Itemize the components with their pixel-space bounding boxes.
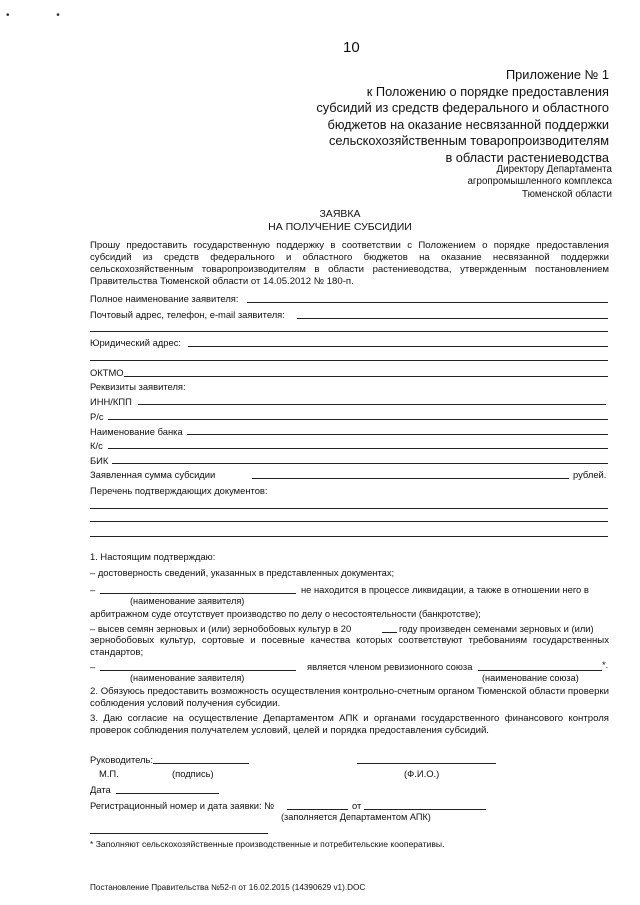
oktmo-line[interactable] — [124, 376, 608, 377]
year-line[interactable] — [382, 632, 397, 633]
head-label: Руководитель: — [90, 754, 154, 765]
bank-line[interactable] — [187, 434, 608, 435]
paragraph-2: 2. Обязуюсь предоставить возможность осуществления контрольно-счетным органом Тюменской области проверки соблюдения условий получения субсидии. — [90, 686, 609, 709]
union-caption: (наименование союза) — [482, 673, 579, 683]
postal-label: Почтовый адрес, телефон, e-mail заявителя: — [90, 309, 285, 320]
documents-line-2[interactable] — [90, 521, 608, 522]
confirm-item-2: не находится в процессе ликвидации, а также в отношении него в — [301, 584, 589, 595]
confirm-item-1: – достоверность сведений, указанных в представленных документах; — [90, 567, 395, 578]
postal-line[interactable] — [297, 318, 608, 319]
addressee-block — [467, 164, 612, 201]
oktmo-label: ОКТМО — [90, 367, 124, 378]
filled-by-caption: (заполняется Департаментом АПК) — [281, 812, 431, 822]
fio-caption: (Ф.И.О.) — [404, 768, 440, 779]
appendix-line: бюджетов на оказание несвязанной поддержки — [327, 116, 609, 132]
mp-label: М.П. — [99, 768, 119, 779]
documents-line-1[interactable] — [90, 508, 608, 509]
inn-line[interactable] — [138, 404, 606, 405]
scan-marks: • • — [6, 10, 82, 21]
paragraph-3: 3. Даю согласие на осуществление Департаментом АПК и органами государственного финансового контроля проверок соблюдения получателем условий, целей и порядка предоставления субсидий. — [90, 713, 609, 736]
intro-paragraph: Прошу предоставить государственную поддержку в соответствии с Положением о порядке предоставления субсидий из средств федерального и областного бюджетов на оказание несвязанной поддержки сельскохозяйственным товаропроизводителям в области растениеводства, утвержденным постановлением Правительства Тюменской области от 14.05.2012 № 180-п. — [90, 240, 609, 287]
footer-filename: Постановление Правительства №52-п от 16.02.2015 (14390629 v1).DOC — [90, 883, 366, 892]
applicant-caption: (наименование заявителя) — [130, 596, 245, 606]
confirm-item-3-b: году произведен семенами зерновых и (или) — [399, 623, 594, 634]
legal-address-line-2[interactable] — [90, 360, 608, 361]
title-line: НА ПОЛУЧЕНИЕ СУБСИДИИ — [268, 220, 412, 233]
full-name-line[interactable] — [247, 302, 608, 303]
reg-date-line[interactable] — [364, 809, 486, 810]
union-name-line[interactable] — [478, 670, 602, 671]
footnote: * Заполняют сельскохозяйственные производственные и потребительские кооперативы. — [90, 839, 445, 849]
member-name-line[interactable] — [100, 670, 296, 671]
bik-label: БИК — [90, 455, 109, 466]
document-title — [0, 208, 640, 233]
confirm-heading: 1. Настоящим подтверждаю: — [90, 551, 216, 562]
title-line: ЗАЯВКА — [319, 208, 361, 220]
appendix-line: сельскохозяйственным товаропроизводителям — [329, 133, 609, 148]
documents-line-3[interactable] — [90, 536, 608, 537]
legal-address-line[interactable] — [188, 346, 608, 347]
appendix-block — [316, 67, 609, 166]
bank-label: Наименование банка — [90, 426, 183, 437]
bik-line[interactable] — [112, 463, 608, 464]
confirm-dash: – — [90, 584, 96, 595]
appendix-line: в области растениеводства — [445, 149, 609, 165]
footnote-separator — [90, 833, 268, 834]
fio-line[interactable] — [357, 763, 496, 764]
confirm-item-2-cont: арбитражном суде отсутствует производство по делу о несостоятельности (банкротстве); — [90, 608, 481, 619]
amount-label: Заявленная сумма субсидии — [90, 469, 216, 480]
amount-unit: рублей. — [573, 469, 607, 480]
amount-line[interactable] — [252, 478, 569, 479]
date-label: Дата — [90, 784, 111, 795]
ks-line[interactable] — [108, 448, 608, 449]
appendix-line: к Положению о порядке предоставления — [366, 83, 609, 99]
from-label: от — [352, 800, 362, 811]
confirm-dash-2: – — [90, 661, 96, 672]
signature-line[interactable] — [153, 763, 249, 764]
appendix-title: Приложение № 1 — [505, 67, 609, 82]
addressee-line: Директору Департамента — [496, 164, 612, 175]
page-number: 10 — [343, 39, 360, 56]
requisites-label: Реквизиты заявителя: — [90, 381, 186, 392]
documents-label: Перечень подтверждающих документов: — [90, 485, 268, 496]
confirm-item-4: является членом ревизионного союза — [307, 661, 473, 672]
reg-number-line[interactable] — [287, 809, 348, 810]
date-line[interactable] — [116, 793, 219, 794]
rs-label: Р/с — [90, 411, 104, 422]
asterisk: *. — [602, 659, 609, 670]
postal-line-2[interactable] — [90, 331, 608, 332]
confirm-item-3-a: – высев семян зерновых и (или) зернобобовых культур в 20 — [90, 623, 352, 634]
appendix-line: субсидий из средств федерального и областного — [316, 100, 609, 115]
legal-address-label: Юридический адрес: — [90, 337, 181, 348]
applicant-caption-2: (наименование заявителя) — [130, 673, 245, 683]
rs-line[interactable] — [108, 419, 608, 420]
addressee-line: Тюменской области — [522, 188, 612, 200]
inn-label: ИНН/КПП — [90, 396, 132, 407]
reg-label: Регистрационный номер и дата заявки: № — [90, 800, 275, 811]
sign-caption: (подпись) — [172, 768, 214, 779]
addressee-line: агропромышленного комплекса — [467, 176, 612, 188]
confirm-item-3-rest: зернобобовых культур, сортовые и посевные качества которых соответствуют требованиям государственных стандартов; — [90, 635, 609, 658]
applicant-name-line[interactable] — [100, 593, 296, 594]
full-name-label: Полное наименование заявителя: — [90, 293, 239, 304]
ks-label: К/с — [90, 440, 103, 451]
